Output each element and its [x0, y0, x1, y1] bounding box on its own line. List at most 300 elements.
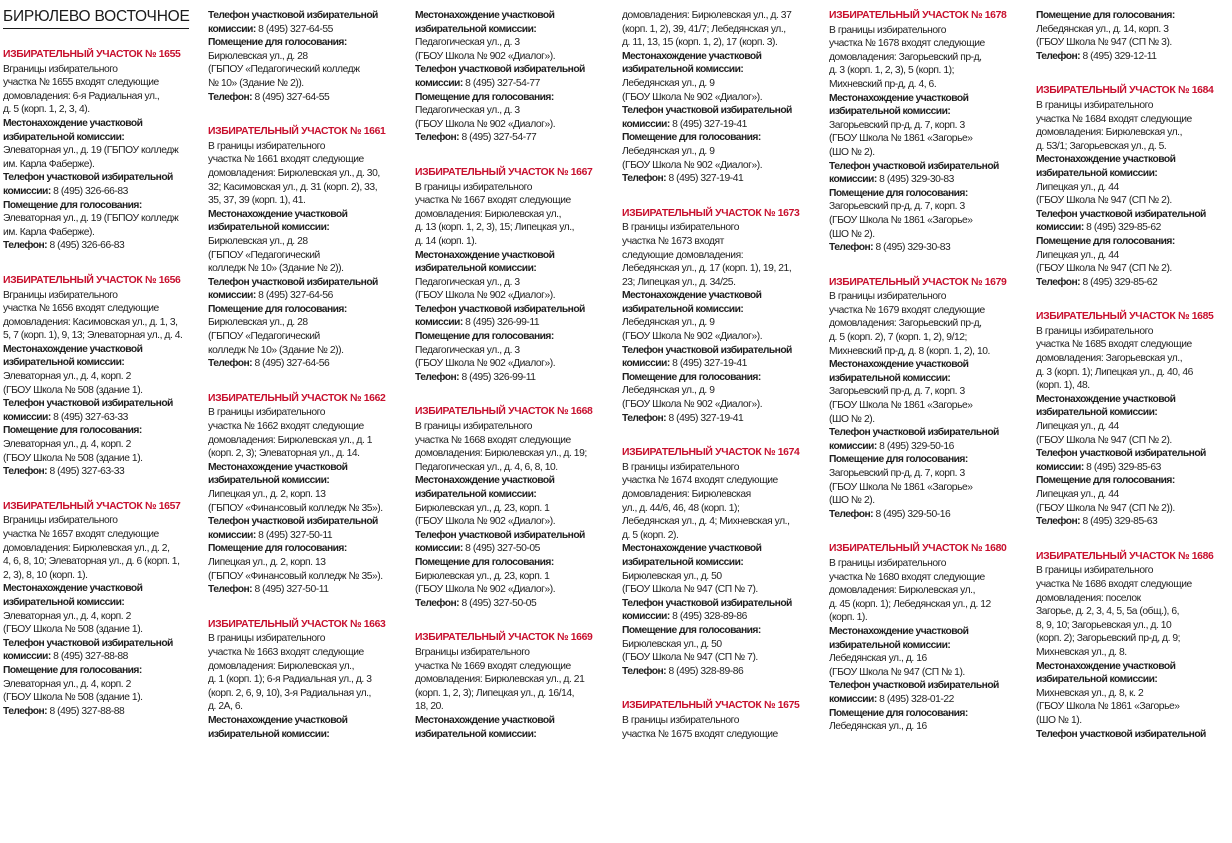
text-line — [3, 199, 193, 213]
field-label: комиссии: — [622, 358, 670, 370]
text-line: (ШО № 1). — [1036, 714, 1082, 726]
text-line: (ГБОУ Школа № 947 (СП № 2). — [1036, 263, 1172, 275]
field-label: Телефон участковой избирательной — [622, 344, 792, 356]
text-line: участка № 1655 входят следующие — [3, 77, 159, 89]
text-line — [622, 412, 810, 426]
text-line: д. 14 (корп. 1). — [415, 235, 477, 247]
field-label: Помещение для голосования: — [208, 543, 347, 555]
field-label: Телефон: — [208, 358, 253, 370]
field-label: Помещение для голосования: — [3, 664, 142, 676]
field-label: Помещение для голосования: — [208, 303, 347, 315]
field-label: избирательной комиссии: — [415, 263, 537, 275]
column-4 — [622, 9, 810, 843]
text-line: Бирюлевская ул., д. 28 — [208, 317, 308, 329]
page-title: БИРЮЛЕВО ВОСТОЧНОЕ — [3, 8, 190, 25]
text-line: участка № 1668 входят следующие — [415, 434, 571, 446]
text-line: В границы избирательного — [622, 222, 739, 234]
text-line — [622, 357, 810, 371]
text-line — [1036, 221, 1230, 235]
field-label: Местонахождение участковой — [829, 625, 969, 637]
text-line: (ГБОУ Школа № 947 (СП № 7). — [622, 652, 758, 664]
text-line: (ГБОУ Школа № 947 (СП № 2). — [1036, 434, 1172, 446]
text-line — [829, 241, 1017, 255]
field-label: Телефон: — [208, 584, 253, 596]
text-line — [3, 465, 193, 479]
field-value: 8 (495) 327-63-33 — [50, 411, 128, 423]
field-label: комиссии: — [415, 317, 463, 329]
text-line: В границы избирательного — [208, 140, 325, 152]
text-line: 5, 7 (корп. 1), 9, 13; Элеваторная ул., д. 4. — [3, 330, 183, 342]
field-label: Местонахождение участковой — [208, 714, 348, 726]
text-line: д. 5 (корп. 1, 2, 3, 4). — [3, 104, 90, 116]
field-value: 8 (495) 327-54-77 — [462, 77, 540, 89]
polling-station-section — [622, 9, 810, 186]
text-line: Элеваторная ул., д. 4, корп. 2 — [3, 678, 131, 690]
text-line: д. 3 (корп. 1); Липецкая ул., д. 40, 46 — [1036, 366, 1193, 378]
polling-station-section — [208, 392, 396, 597]
text-line: Липецкая ул., д. 44 — [1036, 489, 1119, 500]
field-label: Местонахождение участковой — [208, 208, 348, 220]
text-line: Педагогическая ул., д. 3 — [415, 276, 520, 288]
text-line — [3, 343, 193, 357]
section-heading: ИЗБИРАТЕЛЬНЫЙ УЧАСТОК № 1661 — [208, 126, 386, 138]
text-line — [208, 23, 396, 37]
text-line: (ГБОУ Школа № 1861 «Загорье» — [1036, 701, 1180, 713]
field-label: Телефон: — [829, 242, 874, 254]
text-line: д. 13 (корп. 1, 2, 3), 15; Липецкая ул., — [415, 222, 575, 234]
text-line: (ГБОУ Школа № 902 «Диалог»). — [415, 290, 556, 302]
text-line: домовладения: Бирюлевская ул., д. 19; — [415, 448, 587, 460]
text-line: им. Карла Фаберже). — [3, 158, 95, 170]
field-label: Помещение для голосования: — [622, 371, 761, 383]
text-line: Бирюлевская ул., д. 23, корп. 1 — [415, 502, 550, 514]
text-line — [829, 358, 1017, 372]
polling-station-section — [208, 125, 396, 371]
text-line: д. 2А, 6. — [208, 701, 243, 713]
field-label: Местонахождение участковой — [622, 50, 762, 62]
text-line: Лебедянская ул., д. 9 — [622, 145, 715, 157]
field-label: Местонахождение участковой — [415, 475, 555, 487]
text-line: (корп. 1), 48. — [1036, 380, 1090, 392]
text-line — [208, 357, 396, 371]
field-label: Помещение для голосования: — [829, 454, 968, 466]
section-heading: ИЗБИРАТЕЛЬНЫЙ УЧАСТОК № 1656 — [3, 274, 181, 286]
field-value: 8 (495) 329-85-63 — [1080, 516, 1158, 528]
section-heading: ИЗБИРАТЕЛЬНЫЙ УЧАСТОК № 1685 — [1036, 311, 1214, 323]
text-line: колледж № 10» (Здание № 2)). — [208, 344, 344, 356]
text-line: В границы избирательного — [415, 421, 532, 433]
field-label: Телефон участковой избирательной — [622, 105, 792, 117]
section-heading: ИЗБИРАТЕЛЬНЫЙ УЧАСТОК № 1667 — [415, 166, 593, 178]
field-label: Телефон: — [415, 371, 460, 383]
section-gap — [829, 521, 1017, 542]
text-line: Михневская ул., д. 8. — [1036, 646, 1127, 658]
field-label: Телефон участковой избирательной — [415, 529, 585, 541]
field-label: Помещение для голосования: — [208, 37, 347, 49]
text-line — [415, 714, 603, 728]
title-underline — [3, 28, 189, 29]
text-line: Элеваторная ул., д. 19 (ГБПОУ колледж — [3, 213, 179, 225]
text-line: участка № 1657 входят следующие — [3, 529, 159, 540]
field-label: избирательной комиссии: — [3, 357, 125, 369]
text-line: Михневский пр-д, д. 8 (корп. 1, 2), 10. — [829, 345, 990, 357]
field-label: комиссии: — [3, 651, 51, 663]
polling-station-section — [3, 500, 193, 719]
field-label: избирательной комиссии: — [622, 303, 744, 315]
text-line — [3, 424, 193, 438]
section-gap — [622, 678, 810, 699]
field-label: комиссии: — [208, 290, 256, 302]
text-line — [415, 316, 603, 330]
field-value: 8 (495) 329-85-63 — [1083, 461, 1161, 473]
text-line: ул., д. 44/6, 46, 48 (корп. 1); — [622, 502, 740, 514]
text-line: (ГБОУ Школа № 902 «Диалог»). — [622, 399, 763, 411]
text-line: В границы избирательного — [829, 291, 946, 303]
text-line: (ШО № 2). — [829, 495, 875, 507]
text-line — [3, 356, 193, 370]
text-line — [3, 411, 193, 425]
field-label: Помещение для голосования: — [829, 707, 968, 719]
text-line: следующие домовладения: — [622, 249, 744, 261]
text-line — [622, 172, 810, 186]
text-line — [3, 185, 193, 199]
field-label: Помещение для голосования: — [829, 187, 968, 199]
field-value: 8 (495) 329-85-62 — [1080, 276, 1158, 288]
field-value: 8 (495) 326-99-11 — [459, 371, 536, 383]
text-line — [3, 705, 193, 719]
field-label: избирательной комиссии: — [208, 475, 330, 487]
text-line: (корп. 2, 6, 9, 10), 3-я Радиальная ул., — [208, 687, 371, 699]
field-label: комиссии: — [3, 185, 51, 197]
field-label: комиссии: — [3, 411, 51, 423]
field-label: комиссии: — [829, 693, 877, 705]
text-line: (корп. 2, 3); Элеваторная ул., д. 14. — [208, 448, 360, 460]
text-line — [1036, 515, 1230, 529]
section-heading: ИЗБИРАТЕЛЬНЫЙ УЧАСТОК № 1657 — [3, 500, 181, 512]
field-value: 8 (495) 327-19-41 — [669, 358, 747, 370]
text-line: домовладения: Загорьевский пр-д, — [829, 51, 982, 63]
text-line — [208, 583, 396, 597]
field-label: Местонахождение участковой — [622, 290, 762, 302]
field-label: избирательной комиссии: — [829, 639, 951, 651]
text-line — [415, 529, 603, 543]
text-line — [1036, 461, 1230, 475]
text-line — [829, 92, 1017, 106]
polling-station-section — [622, 699, 810, 741]
text-line: В границы избирательного — [829, 557, 946, 569]
text-line — [829, 707, 1017, 721]
text-line: (ГБОУ Школа № 902 «Диалог»). — [415, 358, 556, 370]
text-line — [622, 371, 810, 385]
field-value: 8 (495) 327-50-11 — [252, 584, 329, 596]
section-heading: ИЗБИРАТЕЛЬНЫЙ УЧАСТОК № 1679 — [829, 276, 1007, 288]
section-gap — [3, 253, 193, 274]
section-heading: ИЗБИРАТЕЛЬНЫЙ УЧАСТОК № 1675 — [622, 700, 800, 712]
field-label: Телефон участковой избирательной — [3, 172, 173, 184]
text-line — [622, 303, 810, 317]
text-line — [622, 131, 810, 145]
field-value: 8 (495) 329-30-83 — [876, 174, 954, 186]
text-line: (ГБОУ Школа № 902 «Диалог»). — [415, 118, 556, 130]
field-label: Телефон участковой избирательной — [829, 680, 999, 692]
text-line — [208, 542, 396, 556]
text-line: д. 11, 13, 15 (корп. 1, 2), 17 (корп. 3). — [622, 37, 778, 49]
text-line — [829, 453, 1017, 467]
text-line: Бирюлевская ул., д. 28 — [208, 50, 308, 62]
text-line: домовладения: поселок — [1036, 592, 1141, 604]
field-value: 8 (495) 327-63-33 — [47, 466, 125, 478]
field-label: Телефон участковой избирательной — [208, 10, 378, 21]
text-line: 18, 20. — [415, 701, 444, 713]
text-line: (ГБОУ Школа № 1861 «Загорье» — [829, 400, 973, 412]
text-line — [1036, 208, 1230, 222]
polling-station-section — [415, 9, 603, 145]
text-line: участка № 1661 входят следующие — [208, 154, 364, 166]
text-line: 23; Липецкая ул., д. 34/25. — [622, 276, 736, 288]
text-line: В границы избирательного — [208, 633, 325, 645]
text-line: Липецкая ул., д. 44 — [1036, 421, 1119, 433]
text-line — [208, 515, 396, 529]
section-gap — [622, 186, 810, 207]
section-gap — [208, 104, 396, 125]
text-line: Элеваторная ул., д. 4, корп. 2 — [3, 439, 131, 451]
text-line: Вграницы избирательного — [3, 515, 118, 527]
field-label: комиссии: — [1036, 461, 1084, 473]
text-line — [415, 77, 603, 91]
section-heading: ИЗБИРАТЕЛЬНЫЙ УЧАСТОК № 1686 — [1036, 550, 1214, 562]
text-line: Михневская ул., д. 8, к. 2 — [1036, 687, 1144, 699]
text-line — [415, 303, 603, 317]
text-line — [622, 556, 810, 570]
field-label: Местонахождение участковой — [829, 359, 969, 371]
text-line: участка № 1685 входят следующие — [1036, 339, 1192, 351]
polling-station-section — [415, 631, 603, 741]
text-line: (ГБОУ Школа № 947 (СП № 2). — [1036, 195, 1172, 207]
text-line — [1036, 474, 1230, 488]
text-line: им. Карла Фаберже). — [3, 226, 95, 238]
text-line: Липецкая ул., д. 2, корп. 13 — [208, 556, 326, 568]
text-line: В границы избирательного — [1036, 99, 1153, 111]
field-label: Телефон участковой избирательной — [829, 427, 999, 439]
field-label: Телефон: — [415, 597, 460, 609]
field-label: избирательной комиссии: — [208, 222, 330, 234]
text-line: Загорьевский пр-д, д. 7, корп. 3 — [829, 201, 965, 213]
section-gap — [415, 384, 603, 405]
text-line: (корп. 1, 2, 3); Липецкая ул., д. 16/14, — [415, 687, 575, 699]
text-line — [3, 239, 193, 253]
text-line: Бирюлевская ул., д. 23, корп. 1 — [415, 570, 550, 582]
text-line — [208, 461, 396, 475]
text-line: (ГБОУ Школа № 902 «Диалог»). — [415, 50, 556, 62]
text-line — [829, 639, 1017, 653]
field-value: 8 (495) 328-89-86 — [666, 665, 744, 677]
text-line: Лебедянская ул., д. 9 — [622, 385, 715, 397]
field-label: Телефон участковой избирательной — [1036, 728, 1206, 740]
text-line: (ГБОУ Школа № 508 (здание 1). — [3, 384, 143, 396]
text-line — [415, 9, 603, 23]
section-heading: ИЗБИРАТЕЛЬНЫЙ УЧАСТОК № 1680 — [829, 543, 1007, 555]
text-line: (ШО № 2). — [829, 413, 875, 425]
polling-station-section — [1036, 310, 1230, 529]
field-label: комиссии: — [622, 611, 670, 623]
text-line — [208, 208, 396, 222]
field-label: комиссии: — [622, 118, 670, 130]
text-line: д. 5 (корп. 2), 7 (корп. 1, 2), 9/12; — [829, 332, 967, 344]
text-line: В границы избирательного — [1036, 325, 1153, 337]
polling-station-section — [829, 9, 1017, 255]
field-value: 8 (495) 326-66-83 — [50, 185, 128, 197]
text-line: 4, 6, 8, 10; Элеваторная ул., д. 6 (корп. 1, — [3, 556, 180, 568]
text-line — [208, 9, 396, 23]
text-line: Лебедянская ул., д. 16 — [829, 721, 927, 733]
text-line: домовладения: Бирюлевская ул., д. 21 — [415, 674, 585, 686]
field-label: Местонахождение участковой — [622, 543, 762, 555]
field-label: Телефон участковой избирательной — [415, 64, 585, 76]
text-line: В границы избирательного — [1036, 565, 1153, 577]
text-line: Педагогическая ул., д. 4, 6, 8, 10. — [415, 461, 558, 473]
text-line — [415, 330, 603, 344]
text-line — [622, 624, 810, 638]
field-label: Телефон: — [829, 508, 874, 520]
text-line: Элеваторная ул., д. 19 (ГБПОУ колледж — [3, 145, 179, 157]
text-line: 8, 9, 10; Загорьевская ул., д. 10 — [1036, 619, 1172, 631]
text-line: Липецкая ул., д. 44 — [1036, 181, 1119, 193]
text-line — [415, 597, 603, 611]
text-line — [415, 542, 603, 556]
field-value: 8 (495) 328-01-22 — [876, 693, 954, 705]
text-line — [622, 597, 810, 611]
field-label: Телефон участковой избирательной — [415, 303, 585, 315]
text-line: (ШО № 2). — [829, 146, 875, 158]
text-line: Вграницы избирательного — [415, 646, 530, 658]
field-label: комиссии: — [208, 529, 256, 541]
text-line — [829, 173, 1017, 187]
text-line — [829, 625, 1017, 639]
text-line: участка № 1669 входят следующие — [415, 660, 571, 672]
text-line: участка № 1680 входят следующие — [829, 571, 985, 583]
section-gap — [415, 145, 603, 166]
field-label: Местонахождение участковой — [1036, 393, 1176, 405]
text-line: Лебедянская ул., д. 4; Михневская ул., — [622, 516, 790, 528]
text-line: (ГБПОУ «Педагогический — [208, 249, 320, 261]
text-line: (ШО № 2). — [829, 228, 875, 240]
column-1 — [3, 48, 193, 843]
text-line: (корп. 1, 2), 39, 41/7; Лебедянская ул., — [622, 23, 786, 35]
text-line — [1036, 728, 1230, 742]
text-line: домовладения: Загорьевская ул., — [1036, 353, 1183, 365]
text-line — [208, 221, 396, 235]
text-line: участка № 1673 входят — [622, 235, 724, 247]
text-line — [1036, 660, 1230, 674]
text-line — [829, 679, 1017, 693]
text-line: домовладения: Бирюлевская — [622, 489, 751, 500]
text-line: Педагогическая ул., д. 3 — [415, 37, 520, 49]
field-label: Местонахождение участковой — [1036, 154, 1176, 166]
text-line: (ГБОУ Школа № 902 «Диалог»). — [622, 159, 763, 171]
field-label: избирательной комиссии: — [829, 372, 951, 384]
field-label: Телефон: — [622, 665, 667, 677]
field-label: Телефон: — [1036, 50, 1081, 62]
field-label: Телефон: — [622, 173, 667, 185]
section-heading: ИЗБИРАТЕЛЬНЫЙ УЧАСТОК № 1678 — [829, 10, 1007, 21]
text-line: д. 1 (корп. 1); 6-я Радиальная ул., д. 3 — [208, 674, 372, 686]
polling-station-section — [829, 542, 1017, 733]
field-label: избирательной комиссии: — [1036, 674, 1158, 686]
text-line: Вграницы избирательного — [3, 289, 118, 301]
text-line: домовладения: Бирюлевская ул., — [415, 208, 561, 220]
field-label: Телефон участковой избирательной — [622, 597, 792, 609]
polling-station-section — [208, 618, 396, 741]
column-3 — [415, 9, 603, 843]
text-line — [1036, 393, 1230, 407]
text-line: участка № 1662 входят следующие — [208, 421, 364, 433]
text-line — [208, 714, 396, 728]
field-value: 8 (495) 326-99-11 — [462, 317, 540, 329]
section-gap — [829, 255, 1017, 276]
text-line: 32; Касимовская ул., д. 31 (корп. 2), 33, — [208, 181, 378, 193]
text-line: Лебедянская ул., д. 17 (корп. 1), 19, 21, — [622, 263, 792, 275]
text-line: колледж № 10» (Здание № 2)). — [208, 263, 344, 275]
section-heading: ИЗБИРАТЕЛЬНЫЙ УЧАСТОК № 1655 — [3, 49, 181, 60]
text-line: (ГБОУ Школа № 947 (СП № 3). — [1036, 37, 1172, 49]
column-2 — [208, 9, 396, 843]
field-label: комиссии: — [208, 23, 256, 35]
field-label: комиссии: — [1036, 222, 1084, 234]
field-label: Местонахождение участковой — [208, 461, 348, 473]
section-gap — [208, 597, 396, 618]
section-gap — [208, 371, 396, 392]
field-label: избирательной комиссии: — [3, 131, 125, 143]
text-line — [208, 303, 396, 317]
text-line: Бирюлевская ул., д. 28 — [208, 235, 308, 247]
field-label: Помещение для голосования: — [3, 199, 142, 211]
field-label: избирательной комиссии: — [415, 728, 537, 740]
text-line: (ГБОУ Школа № 508 (здание 1). — [3, 624, 143, 636]
field-label: Местонахождение участковой — [1036, 660, 1176, 672]
text-line: Лебедянская ул., д. 16 — [829, 653, 927, 665]
field-label: Телефон: — [622, 412, 667, 424]
section-heading: ИЗБИРАТЕЛЬНЫЙ УЧАСТОК № 1674 — [622, 447, 800, 459]
field-label: Помещение для голосования: — [622, 624, 761, 636]
text-line: Бирюлевская ул., д. 50 — [622, 638, 722, 650]
field-label: Местонахождение участковой — [829, 92, 969, 104]
text-line: домовладения: Загорьевский пр-д, — [829, 318, 982, 330]
text-line: Педагогическая ул., д. 3 — [415, 105, 520, 117]
text-line — [1036, 9, 1230, 23]
field-value: 8 (495) 327-19-41 — [666, 173, 744, 185]
text-line: домовладения: Бирюлевская ул., д. 30, — [208, 167, 380, 179]
text-line — [415, 556, 603, 570]
text-line: (ГБПОУ «Финансовый колледж № 35»). — [208, 570, 383, 582]
text-line: участка № 1678 входят следующие — [829, 38, 985, 50]
section-gap — [3, 479, 193, 500]
text-line: Элеваторная ул., д. 4, корп. 2 — [3, 371, 131, 383]
text-line — [622, 50, 810, 64]
field-value: 8 (495) 327-50-05 — [462, 543, 540, 555]
text-line — [829, 693, 1017, 707]
polling-station-section — [1036, 550, 1230, 741]
text-line — [415, 249, 603, 263]
text-line — [3, 637, 193, 651]
text-line: участка № 1674 входят следующие — [622, 475, 778, 487]
field-label: Телефон участковой избирательной — [3, 637, 173, 649]
field-label: Помещение для голосования: — [622, 132, 761, 144]
text-line: (ГБОУ Школа № 1861 «Загорье» — [829, 214, 973, 226]
field-label: Местонахождение участковой — [415, 249, 555, 261]
text-line: (ГБОУ Школа № 947 (СП № 2)). — [1036, 502, 1175, 514]
text-line — [208, 474, 396, 488]
text-line: Вграницы избирательного — [3, 63, 118, 75]
